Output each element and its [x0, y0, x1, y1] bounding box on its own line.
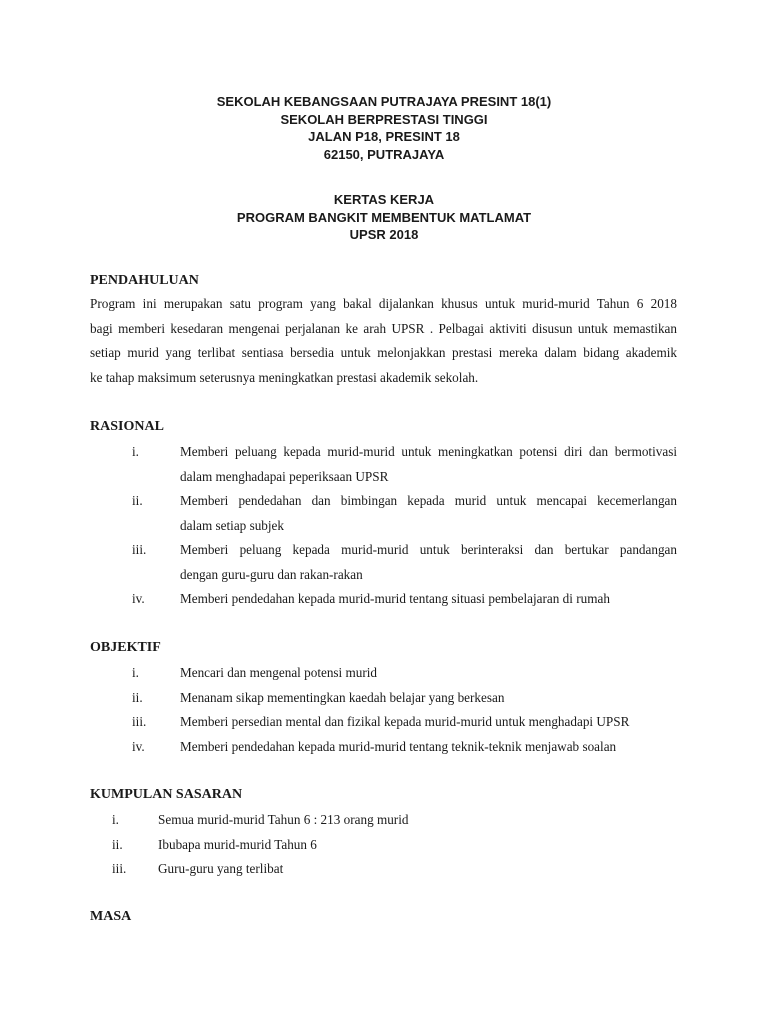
title-line-3: UPSR 2018: [349, 227, 419, 242]
objektif-list: [90, 661, 677, 759]
kumpulan-sasaran-list: [90, 808, 677, 882]
item-numeral: i.: [112, 812, 119, 827]
item-text: [158, 857, 677, 882]
heading-rasional: RASIONAL: [90, 419, 164, 434]
item-numeral: iv.: [132, 591, 145, 606]
item-numeral: iii.: [132, 714, 147, 729]
paragraph-line: bagi memberi kesedaran mengenai perjalanan ke arah UPSR . Pelbagai aktiviti disusun untuk memastikan: [90, 320, 677, 336]
item-line: Memberi peluang kepada murid-murid untuk meningkatkan potensi diri dan bermotivasi: [180, 444, 677, 459]
list-item: [90, 833, 677, 858]
title-line-2: PROGRAM BANGKIT MEMBENTUK MATLAMAT: [236, 209, 532, 225]
school-address-street: JALAN P18, PRESINT 18: [308, 129, 460, 144]
list-item: [90, 440, 677, 489]
item-text: [180, 538, 677, 587]
item-line: dengan guru-guru dan rakan-rakan: [180, 566, 363, 582]
list-item: [90, 710, 677, 735]
school-name: SEKOLAH KEBANGSAAN PUTRAJAYA PRESINT 18(1): [216, 94, 552, 109]
list-item: [90, 587, 677, 612]
paragraph-line: Program ini merupakan satu program yang bakal dijalankan khusus untuk murid-murid Tahun 6 2018: [90, 296, 677, 311]
item-numeral: ii.: [112, 836, 123, 852]
item-text: [180, 587, 677, 612]
list-item: [90, 489, 677, 538]
item-line: Menanam sikap mementingkan kaedah belajar yang berkesan: [180, 689, 505, 705]
list-item: [90, 686, 677, 711]
item-numeral: iii.: [132, 542, 147, 557]
document-title: [0, 191, 768, 244]
title-line-1: KERTAS KERJA: [333, 192, 435, 207]
item-text: [180, 735, 677, 760]
item-text: [158, 808, 677, 833]
heading-objektif: OBJEKTIF: [90, 640, 161, 655]
item-line: Memberi pendedahan kepada murid-murid tentang teknik-teknik menjawab soalan: [180, 738, 617, 754]
heading-masa: MASA: [90, 909, 132, 924]
item-numeral: i.: [132, 665, 139, 680]
school-address-city: 62150, PUTRAJAYA: [323, 146, 445, 162]
item-text: [158, 833, 677, 858]
item-line: Memberi peluang kepada murid-murid untuk berinteraksi dan bertukar pandangan: [180, 542, 677, 557]
rasional-list: [90, 440, 677, 612]
item-line: Memberi pendedahan kepada murid-murid tentang situasi pembelajaran di rumah: [180, 591, 610, 606]
item-text: [180, 440, 677, 489]
list-item: [90, 538, 677, 587]
item-numeral: i.: [132, 444, 139, 459]
item-line: Guru-guru yang terlibat: [158, 861, 284, 876]
school-subtitle: SEKOLAH BERPRESTASI TINGGI: [280, 111, 488, 127]
item-line: Semua murid-murid Tahun 6 : 213 orang murid: [158, 812, 409, 827]
item-text: [180, 686, 677, 711]
item-text: [180, 661, 677, 686]
heading-kumpulan-sasaran: KUMPULAN SASARAN: [90, 787, 243, 802]
item-numeral: iii.: [112, 861, 127, 876]
item-numeral: ii.: [132, 689, 143, 705]
item-line: dalam menghadapai peperiksaan UPSR: [180, 468, 389, 484]
list-item: [90, 808, 677, 833]
item-text: [180, 489, 677, 538]
item-numeral: ii.: [132, 493, 143, 508]
list-item: [90, 735, 677, 760]
item-line: Memberi persedian mental dan fizikal kepada murid-murid untuk menghadapi UPSR: [180, 714, 630, 729]
paragraph-line: setiap murid yang terlibat sentiasa bersedia untuk melonjakkan prestasi mereka dalam bidang akademik: [90, 345, 677, 360]
item-line: Ibubapa murid-murid Tahun 6: [158, 836, 317, 852]
paragraph-line: ke tahap maksimum seterusnya meningkatkan prestasi akademik sekolah.: [90, 369, 479, 385]
school-header: [0, 93, 768, 163]
heading-pendahuluan: PENDAHULUAN: [90, 273, 199, 288]
item-line: dalam setiap subjek: [180, 517, 285, 533]
item-numeral: iv.: [132, 738, 145, 754]
item-line: Memberi pendedahan dan bimbingan kepada murid untuk mencapai kecemerlangan: [180, 493, 677, 508]
item-line: Mencari dan mengenal potensi murid: [180, 665, 378, 680]
item-text: [180, 710, 677, 735]
list-item: [90, 661, 677, 686]
list-item: [90, 857, 677, 882]
pendahuluan-paragraph: [90, 292, 677, 390]
